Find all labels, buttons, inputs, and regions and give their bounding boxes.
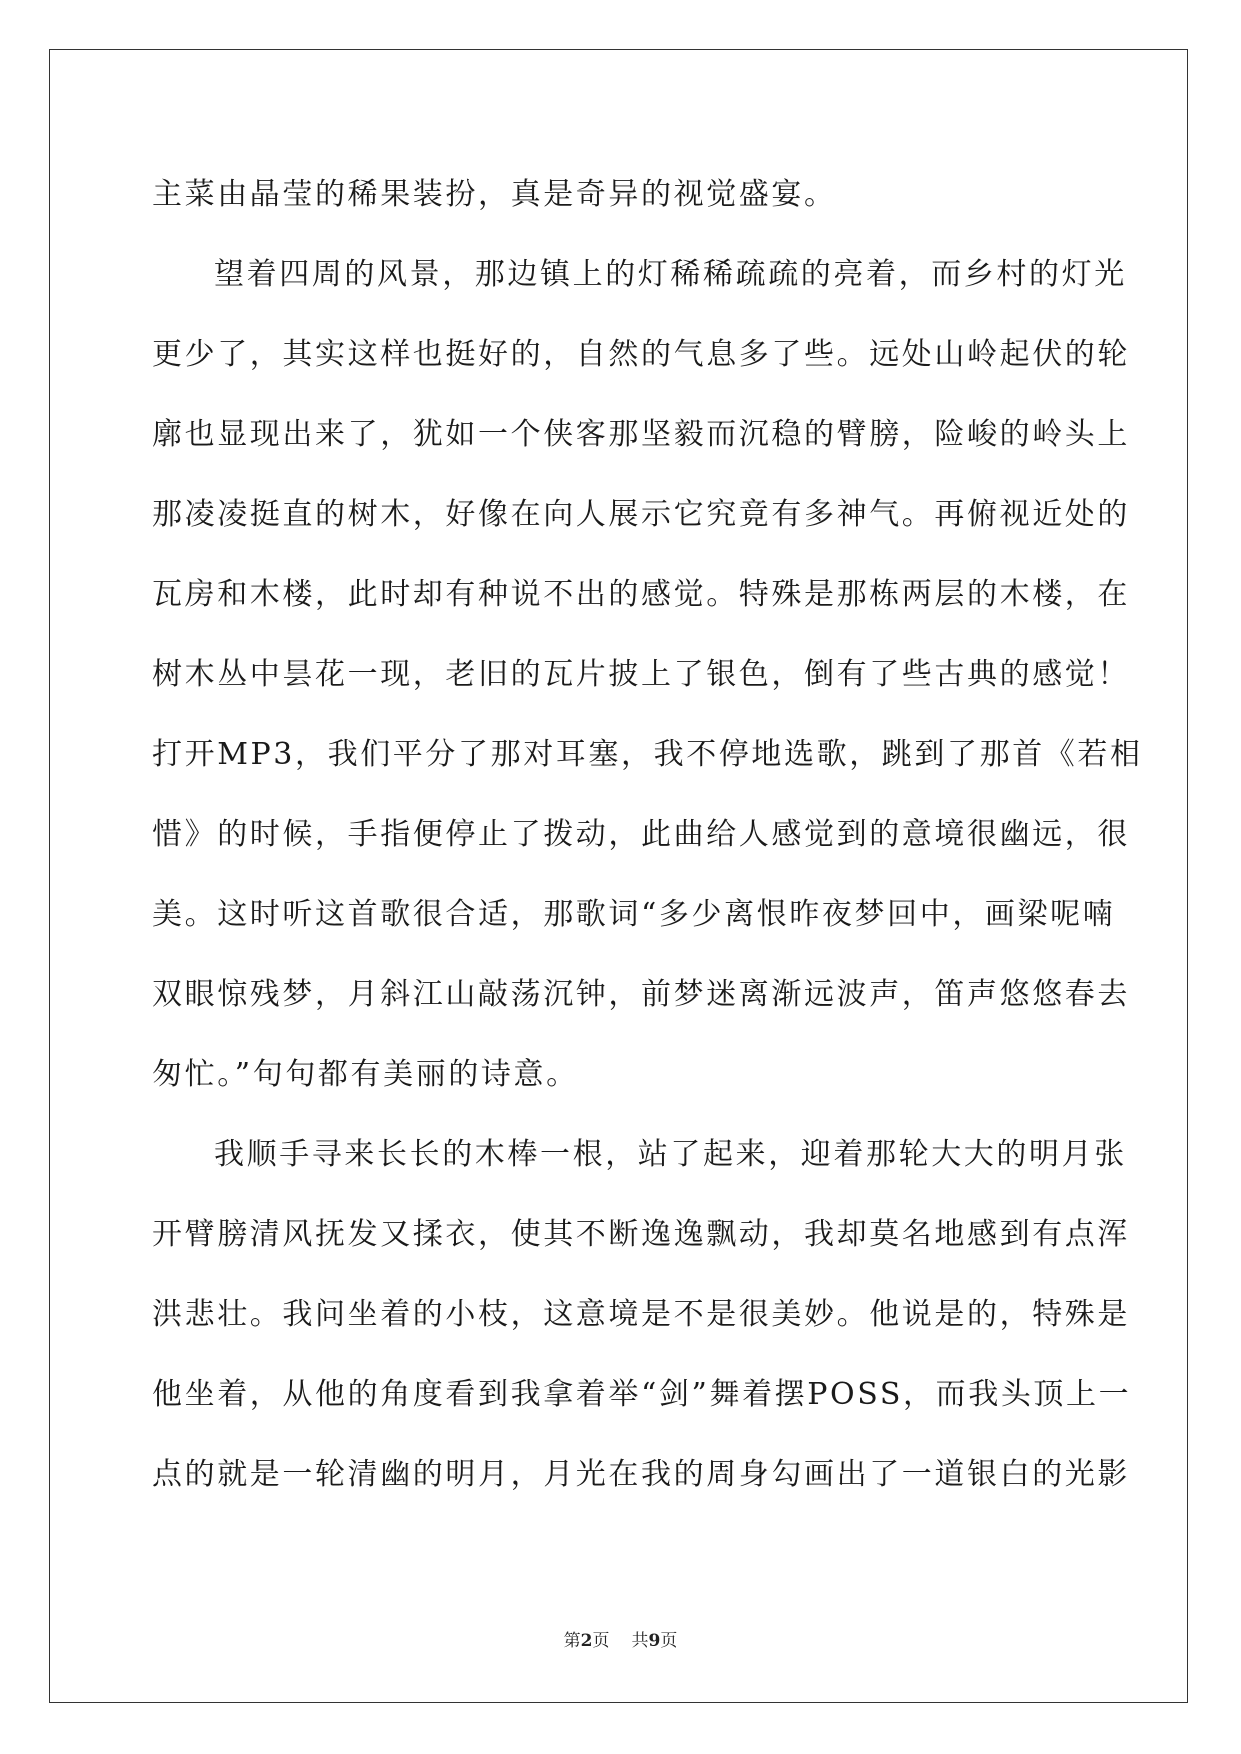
- text-line: 洪悲壮。我问坐着的小枝，这意境是不是很美妙。他说是的，特殊是: [152, 1297, 1130, 1332]
- document-body: [152, 155, 1143, 1515]
- page-number-prefix: 第: [563, 1631, 581, 1651]
- page-number-suffix: 页: [592, 1631, 610, 1651]
- text-line: 那凌凌挺直的树木，好像在向人展示它究竟有多神气。再俯视近处的: [152, 497, 1130, 532]
- text-line: 主菜由晶莹的稀果装扮，真是奇异的视觉盛宴。: [152, 177, 837, 212]
- text-line: 美。这时听这首歌很合适，那歌词“多少离恨昨夜梦回中，画梁呢喃: [152, 897, 1116, 932]
- text-line: 双眼惊残梦，月斜江山敲荡沉钟，前梦迷离渐远波声，笛声悠悠春去: [152, 977, 1130, 1012]
- text-line: 惜》的时候，手指便停止了拨动，此曲给人感觉到的意境很幽远，很: [152, 817, 1130, 852]
- text-line: 点的就是一轮清幽的明月，月光在我的周身勾画出了一道银白的光影: [152, 1457, 1130, 1492]
- text-line: 我顺手寻来长长的木棒一根，站了起来，迎着那轮大大的明月张: [214, 1137, 1127, 1172]
- text-line: 瓦房和木楼，此时却有种说不出的感觉。特殊是那栋两层的木楼，在: [152, 577, 1130, 612]
- text-line: 开臂膀清风抚发又揉衣，使其不断逸逸飘动，我却莫名地感到有点浑: [152, 1217, 1130, 1252]
- text-line: 更少了，其实这样也挺好的，自然的气息多了些。远处山岭起伏的轮: [152, 337, 1130, 372]
- total-pages-suffix: 页: [660, 1631, 678, 1651]
- total-pages-prefix: 共: [631, 1631, 649, 1651]
- text-line: 打开MP3，我们平分了那对耳塞，我不停地选歌，跳到了那首《若相: [152, 737, 1143, 772]
- text-line: 他坐着，从他的角度看到我拿着举“剑”舞着摆POSS，而我头顶上一: [152, 1377, 1132, 1412]
- total-page-count: 9: [648, 1631, 661, 1651]
- page-footer: [0, 1626, 1241, 1651]
- text-line: 树木丛中昙花一现，老旧的瓦片披上了银色，倒有了些古典的感觉！: [152, 657, 1130, 692]
- text-line: 望着四周的风景，那边镇上的灯稀稀疏疏的亮着，而乡村的灯光: [214, 257, 1127, 292]
- current-page-number: 2: [580, 1631, 593, 1651]
- text-line: 匆忙。”句句都有美丽的诗意。: [152, 1057, 579, 1092]
- text-line: 廓也显现出来了，犹如一个侠客那坚毅而沉稳的臂膀，险峻的岭头上: [152, 417, 1130, 452]
